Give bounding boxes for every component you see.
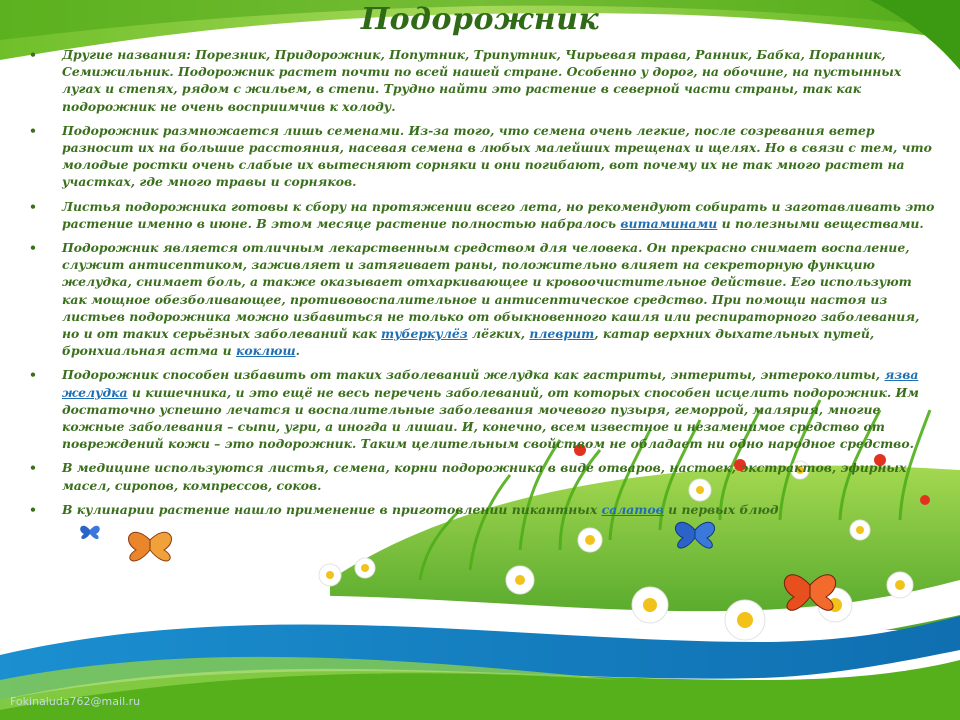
- bullet-icon: •: [29, 47, 37, 62]
- page-title: Подорожник: [360, 2, 600, 37]
- bullet-list: [26, 46, 936, 525]
- paragraph-text: и кишечника, и это ещё не весь перечень заболеваний, от которых способен исцелить подорожник. Им достаточно успешно лечатся и воспалительные заболевания мочевого пузыря, геморрой, малярия, многие кожные заболевания – сыпи, угри, а иногда и лишаи. И, конечно, всем известное и незаменимое средство от повреждений кожи – это подорожник. Таким целительным свойством не обладает ни одно народное средство.: [62, 384, 919, 452]
- paragraph-text: и полезными веществами.: [717, 215, 924, 231]
- list-item: [26, 459, 936, 493]
- link-salads[interactable]: салатов: [601, 501, 664, 517]
- link-vitamins[interactable]: витаминами: [620, 215, 718, 231]
- paragraph-text: лёгких,: [467, 326, 530, 342]
- link-tuberculosis[interactable]: туберкулёз: [381, 326, 468, 342]
- paragraph-text: Подорожник размножается лишь семенами. Из-за того, что семена очень легкие, после созревания ветер разносит их на большие расстояния, насевая семена в любых малейших трещенах и щелях. Но в связи с тем, что молодые ростки очень слабые их вытесняют сорняки и они погибают, вот почему их не так много растет на участках, где много травы и сорняков.: [62, 122, 932, 190]
- link-pleurisy[interactable]: плеврит: [529, 326, 595, 342]
- bullet-icon: •: [29, 367, 37, 383]
- link-stomach-ulcer[interactable]: язва желудка: [62, 367, 919, 400]
- list-item: [26, 122, 936, 191]
- butterfly-icon-small-blue: [80, 526, 100, 539]
- link-whooping-cough[interactable]: коклюш: [235, 343, 296, 359]
- paragraph-text: Другие названия: Порезник, Придорожник, Попутник, Трипутник, Чирьевая трава, Ранник, Бабка, Поранник, Семижильник. Подорожник растет почти по всей нашей стране. Особенно у дорог, на обочине, на пустынных лугах и степях, рядом с жильем, в степи. Трудно найти это растение в северной части страны, так как подорожник не очень восприимчив к холоду.: [62, 47, 902, 114]
- watermark-email: Fokinaluda762@mail.ru: [10, 695, 141, 708]
- bullet-icon: •: [29, 198, 37, 214]
- paragraph-text: и первых блюд: [663, 501, 779, 517]
- butterfly-icon-orange: [129, 532, 172, 561]
- bullet-icon: •: [29, 501, 37, 517]
- list-item: [26, 239, 936, 359]
- paragraph-text: , катар верхних дыхательных путей, бронхиальная астма и: [62, 326, 875, 359]
- paragraph-text: Подорожник является отличным лекарственным средством для человека. Он прекрасно снимает воспаление, служит антисептиком, заживляет и затягивает раны, положительно влияет на секреторную функцию желудка, снимает боль, а также оказывает отхаркивающее и кровоочистительное действие. Его используют как мощное обезболивающее, противовоспалительное и антисептическое средство. При помощи настоя из листьев подорожника можно избавиться не только от обыкновенного кашля или респираторного заболевания, но и от таких серьёзных заболеваний как: [62, 240, 920, 342]
- list-item: [26, 501, 936, 518]
- bullet-icon: •: [29, 240, 37, 256]
- paragraph-text: В медицине используются листья, семена, корни подорожника в виде отваров, настоек, экстрактов, эфирных масел, сиропов, компрессов, соков.: [62, 460, 907, 493]
- paragraph-text: Листья подорожника готовы к сбору на протяжении всего лета, но рекомендуют собирать и заготавливать это растение именно в июне. В этом месяце растение полностью набралось: [62, 198, 935, 231]
- paragraph-text: .: [295, 343, 300, 359]
- paragraph-text: В кулинарии растение нашло применение в приготовлении пикантных: [62, 501, 602, 517]
- list-item: [26, 46, 936, 115]
- list-item: [26, 198, 936, 232]
- list-item: [26, 366, 936, 452]
- bullet-icon: •: [29, 460, 37, 476]
- bullet-icon: •: [29, 122, 37, 138]
- paragraph-text: Подорожник способен избавить от таких заболеваний желудка как гастриты, энтериты, энтероколиты,: [62, 367, 885, 383]
